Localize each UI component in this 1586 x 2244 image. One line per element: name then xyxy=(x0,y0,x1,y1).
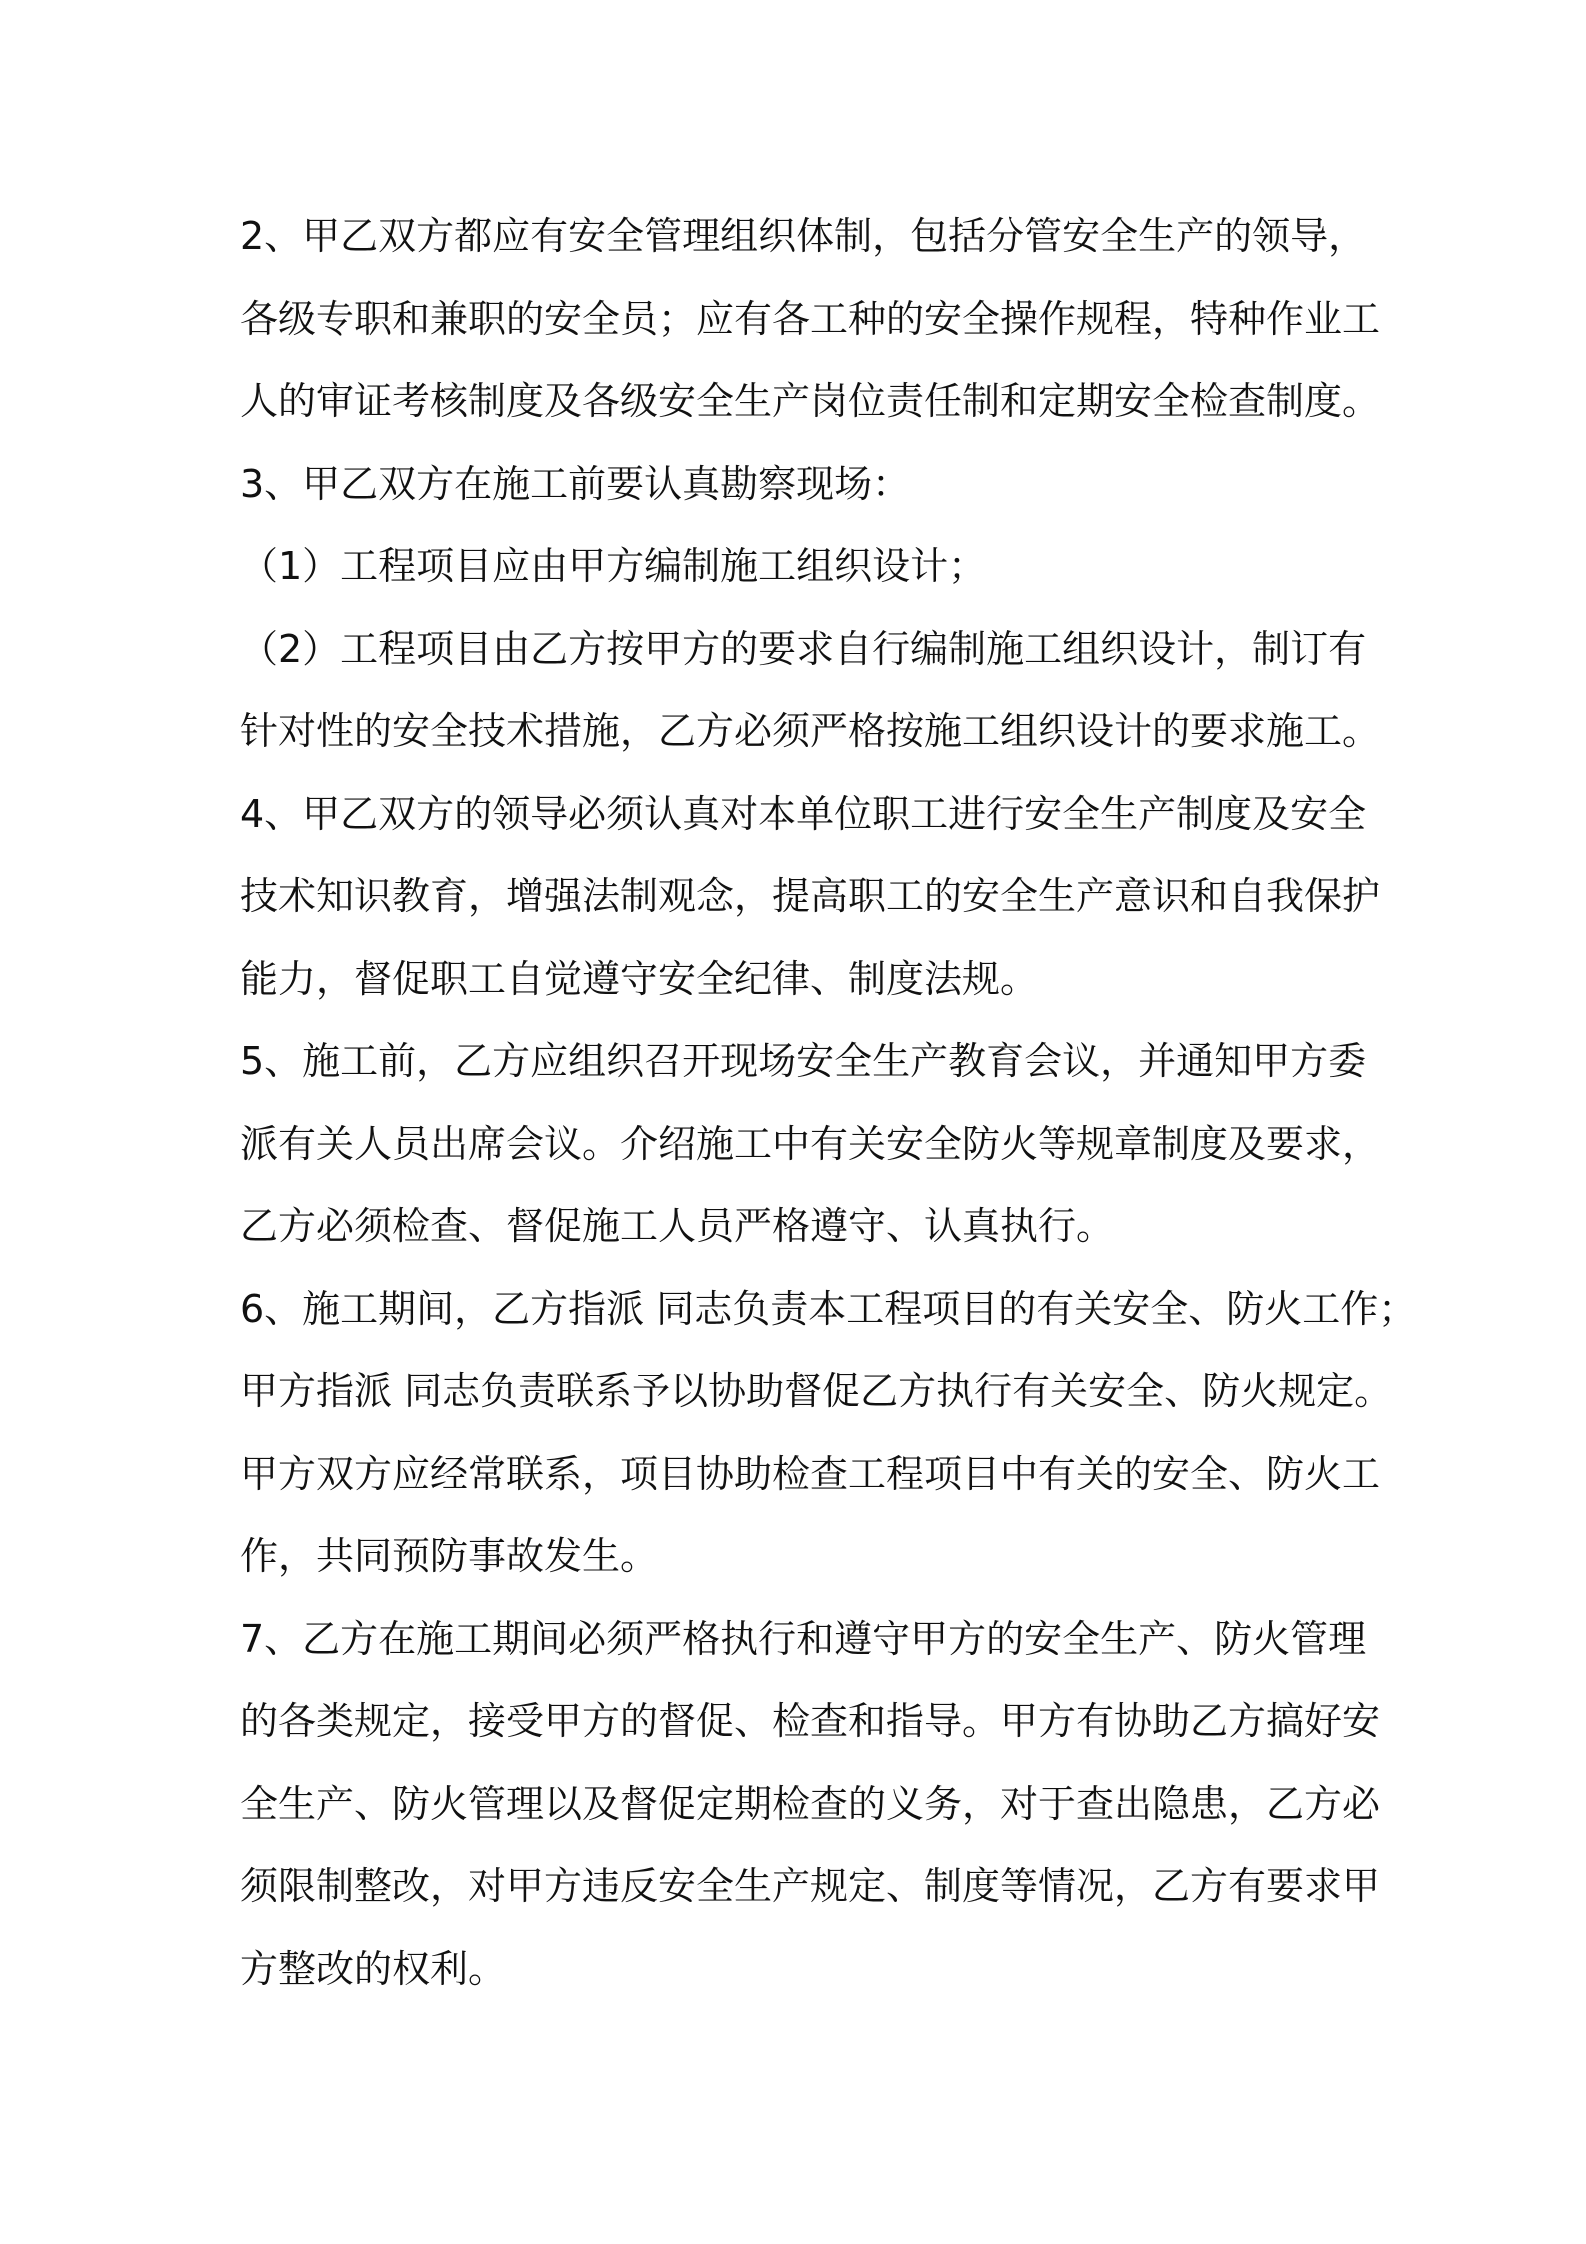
text-line: 3、甲乙双方在施工前要认真勘察现场： xyxy=(240,461,911,506)
text-line: 4、甲乙双方的领导必须认真对本单位职工进行安全生产制度及安全 xyxy=(240,791,1367,836)
text-line: （2）工程项目由乙方按甲方的要求自行编制施工组织设计，制订有 xyxy=(240,626,1367,671)
text-line: 作，共同预防事故发生。 xyxy=(240,1534,659,1578)
text-line: 的各类规定，接受甲方的督促、检查和指导。甲方有协助乙方搞好安 xyxy=(240,1699,1381,1743)
text-line: 人的审证考核制度及各级安全生产岗位责任制和定期安全检查制度。 xyxy=(240,379,1381,423)
text-line: 技术知识教育，增强法制观念，提高职工的安全生产意识和自我保护 xyxy=(240,874,1381,918)
text-line: 7、乙方在施工期间必须严格执行和遵守甲方的安全生产、防火管理 xyxy=(240,1616,1367,1661)
text-line: 针对性的安全技术措施，乙方必须严格按施工组织设计的要求施工。 xyxy=(240,709,1381,753)
text-line: 乙方必须检查、督促施工人员严格遵守、认真执行。 xyxy=(240,1204,1115,1248)
text-line: 5、施工前，乙方应组织召开现场安全生产教育会议，并通知甲方委 xyxy=(240,1039,1367,1083)
text-line: （1）工程项目应由甲方编制施工组织设计； xyxy=(240,544,987,588)
text-line: 派有关人员出席会议。介绍施工中有关安全防火等规章制度及要求， xyxy=(240,1121,1381,1166)
text-line: 甲方指派 同志负责联系予以协助督促乙方执行有关安全、防火规定。 xyxy=(240,1369,1393,1413)
text-line: 6、施工期间，乙方指派 同志负责本工程项目的有关安全、防火工作； xyxy=(240,1286,1417,1331)
text-line: 全生产、防火管理以及督促定期检查的义务，对于查出隐患，乙方必 xyxy=(240,1781,1381,1826)
text-line: 2、甲乙双方都应有安全管理组织体制，包括分管安全生产的领导， xyxy=(240,214,1367,258)
document-body xyxy=(240,195,1417,2010)
text-line: 能力，督促职工自觉遵守安全纪律、制度法规。 xyxy=(240,956,1039,1001)
text-line: 各级专职和兼职的安全员；应有各工种的安全操作规程，特种作业工 xyxy=(240,296,1381,341)
text-line: 甲方双方应经常联系，项目协助检查工程项目中有关的安全、防火工 xyxy=(240,1451,1381,1496)
text-line: 须限制整改，对甲方违反安全生产规定、制度等情况，乙方有要求甲 xyxy=(240,1864,1381,1908)
text-line: 方整改的权利。 xyxy=(240,1946,507,1991)
